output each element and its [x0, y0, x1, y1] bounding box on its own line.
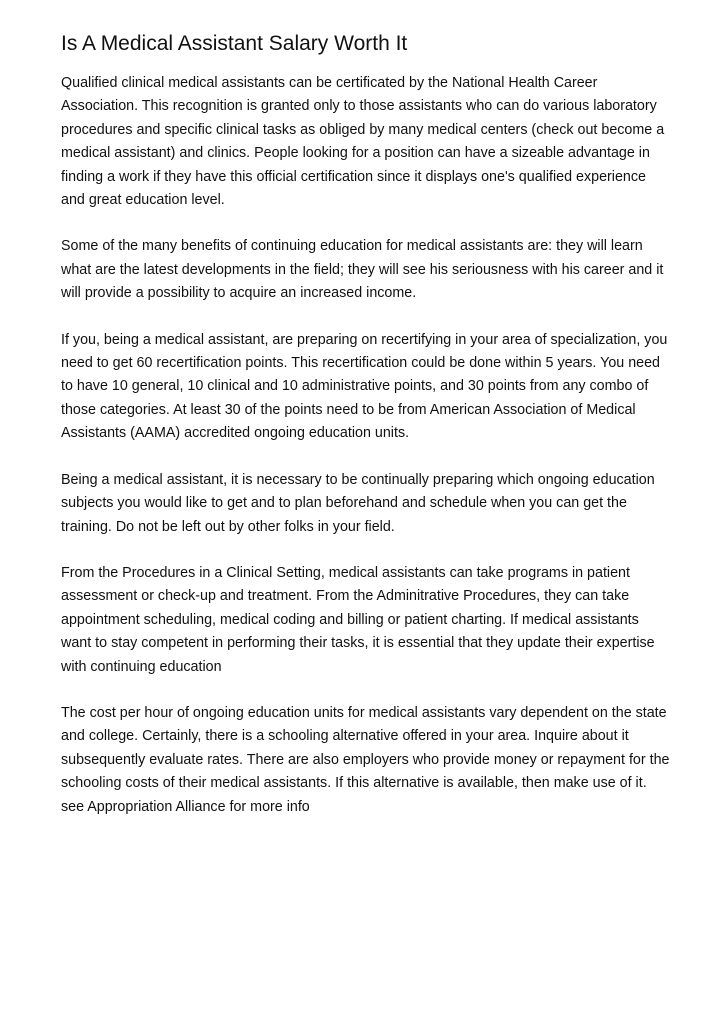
paragraph-procedures: From the Procedures in a Clinical Setting, medical assistants can take programs in patient assessment or check-up and treatment. From the Adminitrative Procedures, they can take appointment scheduling, medical coding and billing or patient charting. If medical assistants want to stay competent in performing their tasks, it is essential that they update their expertise with continuing education [61, 564, 655, 675]
paragraph-planning: Being a medical assistant, it is necessary to be continually preparing which ongoing education subjects you would like to get and to plan beforehand and schedule when you can get the training. Do not be left out by other folks in your field. [61, 471, 655, 535]
document-page [61, 30, 671, 842]
document-title: Is A Medical Assistant Salary Worth It [61, 32, 408, 55]
paragraph-recertification: If you, being a medical assistant, are preparing on recertifying in your area of specialization, you need to get 60 recertification points. This recertification could be done within 5 years. You need to have 10 general, 10 clinical and 10 administrative points, and 30 points from any combo of those categories. At least 30 of the points need to be from American Association of Medical Assistants (AAMA) accredited ongoing education units. [61, 331, 668, 442]
paragraph-cost: The cost per hour of ongoing education units for medical assistants vary dependent on the state and college. Certainly, there is a schooling alternative offered in your area. Inquire about it subsequently evaluate rates. There are also employers who provide money or repayment for the schooling costs of their medical assistants. If this alternative is available, then make use of it. see Appropriation Alliance for more info [61, 704, 670, 815]
paragraph-benefits: Some of the many benefits of continuing education for medical assistants are: they will learn what are the latest developments in the field; they will see his seriousness with his career and it will provide a possibility to acquire an increased income. [61, 238, 664, 302]
paragraph-certification: Qualified clinical medical assistants can be certificated by the National Health Career Association. This recognition is granted only to those assistants who can do various laboratory procedures and specific clinical tasks as obliged by many medical centers (check out become a medical assistant) and clinics. People looking for a position can have a sizeable advantage in finding a work if they have this official certification since it displays one's qualified experience and great education level. [61, 75, 665, 209]
